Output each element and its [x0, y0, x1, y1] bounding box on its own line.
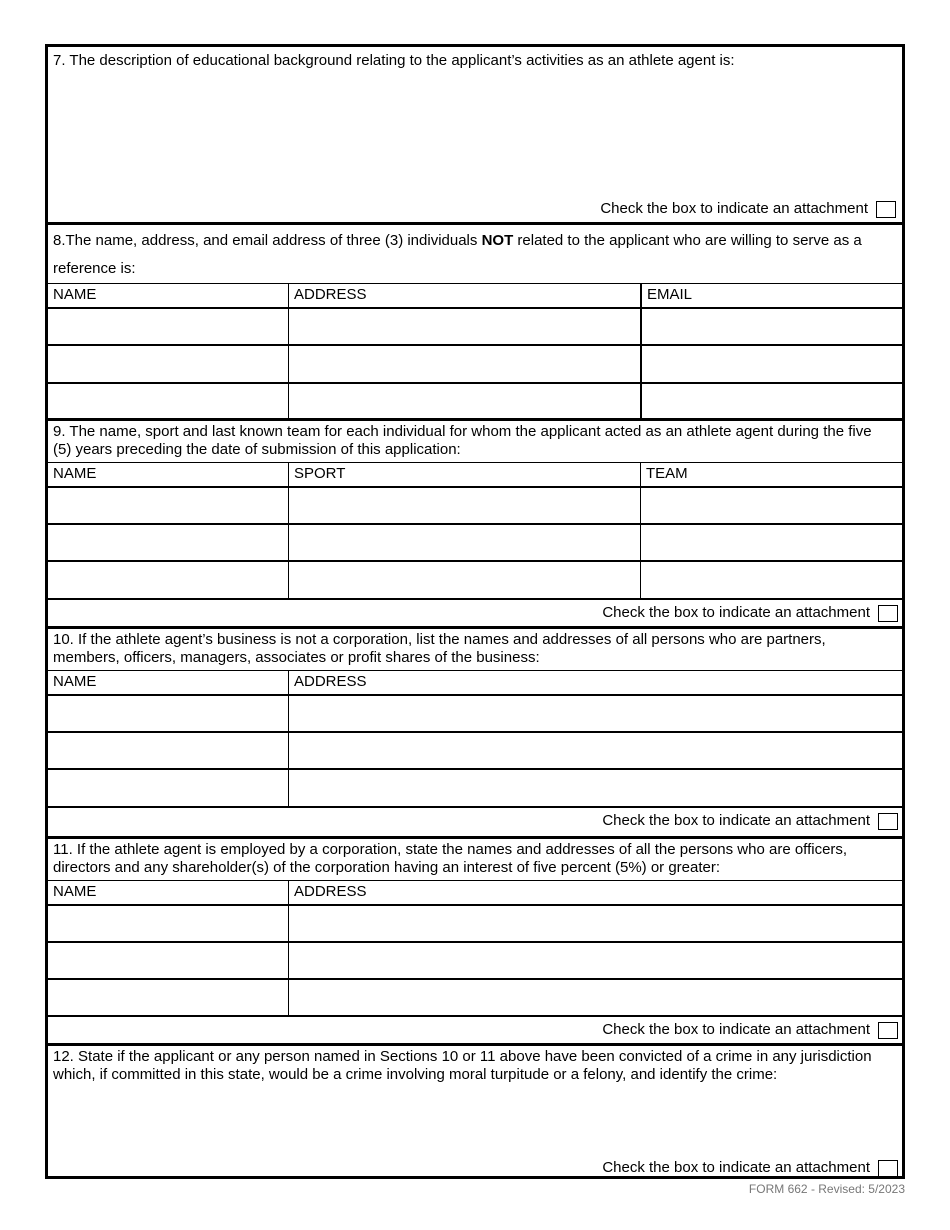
sport-cell[interactable]	[288, 562, 640, 598]
address-cell[interactable]	[288, 943, 902, 978]
column-header-name: NAME	[53, 465, 97, 482]
address-cell[interactable]	[288, 906, 902, 941]
section-7	[48, 47, 902, 222]
application-form-page	[45, 44, 905, 1179]
name-cell[interactable]	[48, 384, 288, 418]
name-cell[interactable]	[48, 696, 288, 731]
form-revision-footer: FORM 662 - Revised: 5/2023	[748, 1182, 905, 1196]
name-cell[interactable]	[48, 980, 288, 1015]
name-cell[interactable]	[48, 770, 288, 806]
address-cell[interactable]	[288, 346, 640, 382]
section-10	[48, 626, 902, 836]
section-8-question: 8.The name, address, and email address of three (3) individuals NOT related to the applicant who are willing to serve as a reference is:	[53, 232, 862, 277]
section-12-attachment-checkbox[interactable]	[878, 1160, 898, 1177]
column-header-team: TEAM	[640, 463, 902, 486]
section-7-attachment-checkbox[interactable]	[876, 201, 896, 218]
attachment-label: Check the box to indicate an attachment	[602, 812, 870, 829]
section-7-question: 7. The description of educational background relating to the applicant’s activities as an athlete agent is:	[53, 52, 735, 69]
table-row	[48, 768, 902, 806]
column-header-sport: SPORT	[288, 463, 640, 486]
section-9-attachment-checkbox[interactable]	[878, 605, 898, 622]
email-cell[interactable]	[640, 309, 902, 344]
column-header-name: NAME	[53, 883, 97, 900]
column-header-email: EMAIL	[640, 284, 902, 307]
section-12	[48, 1043, 902, 1176]
section-10-header-row	[48, 670, 902, 694]
address-cell[interactable]	[288, 733, 902, 768]
name-cell[interactable]	[48, 906, 288, 941]
section-11-attachment-checkbox[interactable]	[878, 1022, 898, 1039]
name-cell[interactable]	[48, 943, 288, 978]
team-cell[interactable]	[640, 488, 902, 523]
column-header-address: ADDRESS	[288, 671, 902, 694]
section-10-attachment-checkbox[interactable]	[878, 813, 898, 830]
section-9-header-row	[48, 462, 902, 486]
name-cell[interactable]	[48, 309, 288, 344]
section-11	[48, 836, 902, 1043]
name-cell[interactable]	[48, 562, 288, 598]
address-cell[interactable]	[288, 696, 902, 731]
address-cell[interactable]	[288, 980, 902, 1015]
section-9	[48, 418, 902, 626]
email-cell[interactable]	[640, 384, 902, 418]
section-11-attachment	[602, 1021, 898, 1039]
table-row	[48, 904, 902, 941]
attachment-label: Check the box to indicate an attachment	[602, 1021, 870, 1038]
column-header-name: NAME	[53, 286, 97, 303]
name-cell[interactable]	[48, 488, 288, 523]
table-row	[48, 344, 902, 382]
table-row	[48, 978, 902, 1015]
section-7-attachment	[600, 200, 896, 218]
address-cell[interactable]	[288, 309, 640, 344]
table-row	[48, 560, 902, 598]
section-10-attachment-row	[48, 806, 902, 839]
table-row	[48, 486, 902, 523]
table-row	[48, 941, 902, 978]
team-cell[interactable]	[640, 562, 902, 598]
section-12-question: 12. State if the applicant or any person named in Sections 10 or 11 above have been convicted of a crime in any jurisdiction which, if committed in this state, would be a crime involving moral turpitude or a felony, and identify the crime:	[53, 1048, 872, 1083]
table-row	[48, 382, 902, 418]
address-cell[interactable]	[288, 770, 902, 806]
sport-cell[interactable]	[288, 525, 640, 560]
sport-cell[interactable]	[288, 488, 640, 523]
column-header-address: ADDRESS	[288, 284, 640, 307]
team-cell[interactable]	[640, 525, 902, 560]
section-8	[48, 222, 902, 418]
section-9-attachment	[602, 604, 898, 622]
name-cell[interactable]	[48, 346, 288, 382]
column-header-address: ADDRESS	[288, 881, 902, 904]
section-11-question: 11. If the athlete agent is employed by a corporation, state the names and addresses of all the persons who are officers, directors and any shareholder(s) of the corporation having an interest of five percent (5%) or greater:	[53, 841, 848, 876]
name-cell[interactable]	[48, 733, 288, 768]
address-cell[interactable]	[288, 384, 640, 418]
table-row	[48, 694, 902, 731]
table-row	[48, 307, 902, 344]
section-10-question: 10. If the athlete agent’s business is not a corporation, list the names and addresses of all persons who are partners, members, officers, managers, associates or profit shares of the business:	[53, 631, 826, 666]
section-8-header-row	[48, 283, 902, 307]
email-cell[interactable]	[640, 346, 902, 382]
section-10-attachment	[602, 812, 898, 830]
section-11-attachment-row	[48, 1015, 902, 1046]
attachment-label: Check the box to indicate an attachment	[602, 604, 870, 621]
section-9-question: 9. The name, sport and last known team for each individual for whom the applicant acted as an athlete agent during the five (5) years preceding the date of submission of this application:	[53, 423, 872, 458]
column-header-name: NAME	[53, 673, 97, 690]
table-row	[48, 523, 902, 560]
section-9-attachment-row	[48, 598, 902, 629]
section-11-header-row	[48, 880, 902, 904]
name-cell[interactable]	[48, 525, 288, 560]
table-row	[48, 731, 902, 768]
attachment-label: Check the box to indicate an attachment	[602, 1159, 870, 1176]
section-12-attachment	[602, 1159, 898, 1177]
attachment-label: Check the box to indicate an attachment	[600, 200, 868, 217]
